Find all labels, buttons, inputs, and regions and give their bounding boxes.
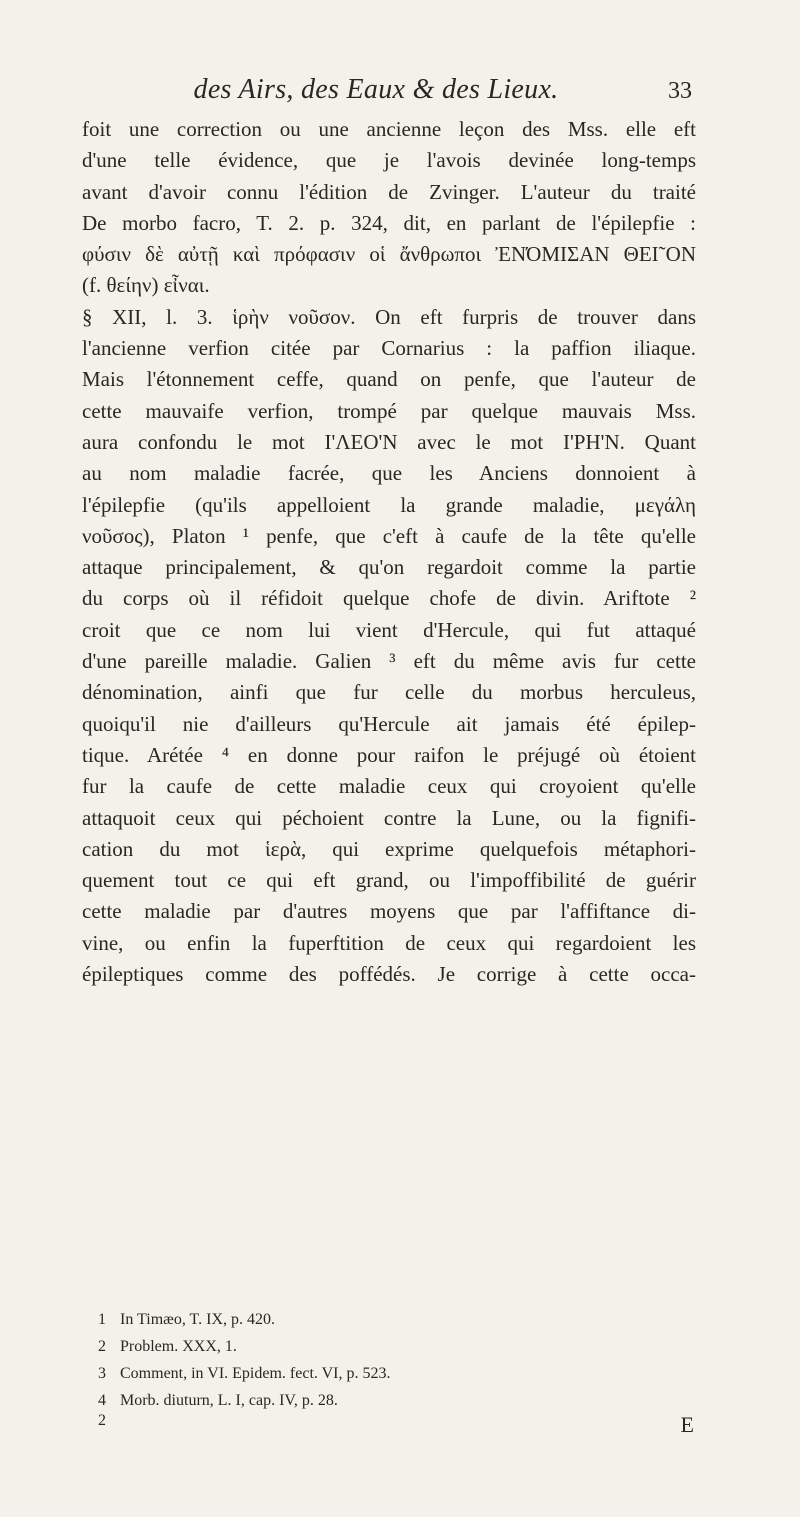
- text-line: attaquoit ceux qui péchoient contre la Lune, ou la fignifi-: [82, 805, 696, 830]
- text-line: du corps où il réfidoit quelque chofe de divin. Ariftote ²: [82, 586, 696, 611]
- text-line: quoiqu'il nie d'ailleurs qu'Hercule ait jamais été épilep-: [82, 711, 696, 736]
- footnote-text: Problem. XXX, 1.: [120, 1338, 237, 1355]
- text-line: croit que ce nom lui vient d'Hercule, qui fut attaqué: [82, 617, 696, 642]
- text-line: De morbo facro, T. 2. p. 324, dit, en parlant de l'épilepfie :: [82, 210, 696, 235]
- page-number: 33: [668, 78, 692, 104]
- text-line: (f. θείην) εἶναι.: [82, 273, 210, 298]
- text-line: l'ancienne verfion citée par Cornarius : la paffion iliaque.: [82, 336, 696, 361]
- text-line: fur la caufe de cette maladie ceux qui croyoient qu'elle: [82, 774, 696, 799]
- signature-line: [98, 1412, 696, 1440]
- footnote-number: 4: [98, 1392, 106, 1409]
- text-line: § XII, l. 3. ἱρὴν νοῦσον. On eft furpris de trouver dans: [82, 304, 696, 329]
- signature-mark-left: 2: [98, 1412, 106, 1429]
- text-line: attaque principalement, & qu'on regardoit comme la partie: [82, 555, 696, 580]
- text-line: dénomination, ainfi que fur celle du morbus herculeus,: [82, 680, 696, 705]
- text-line: au nom maladie facrée, que les Anciens donnoient à: [82, 461, 696, 486]
- footnotes: [98, 1306, 696, 1414]
- text-line: foit une correction ou une ancienne leçon des Mss. elle eft: [82, 117, 696, 141]
- text-line: d'une pareille maladie. Galien ³ eft du même avis fur cette: [82, 649, 696, 674]
- footnote-text: Morb. diuturn, L. I, cap. IV, p. 28.: [120, 1392, 338, 1409]
- text-line: cation du mot ἱερὰ, qui exprime quelquefois métaphori-: [82, 836, 696, 861]
- text-line: aura confondu le mot Ι'ΛΕΟ'Ν avec le mot Ι'ΡΗ'Ν. Quant: [82, 429, 696, 454]
- body-text: [82, 114, 696, 990]
- page-header: [110, 74, 692, 108]
- text-line: quement tout ce qui eft grand, ou l'impoffibilité de guérir: [82, 868, 696, 893]
- footnote-number: 3: [98, 1365, 106, 1382]
- text-line: d'une telle évidence, que je l'avois devinée long-temps: [82, 148, 696, 173]
- footnote-number: 1: [98, 1311, 106, 1328]
- text-line: vine, ou enfin la fuperftition de ceux qui regardoient les: [82, 930, 696, 955]
- footnote: [98, 1306, 696, 1333]
- text-line: φύσιν δὲ αὐτῇ καὶ πρόφασιν οἱ ἄνθρωποι ἘΝΌΜΙΣΑΝ ΘΕΙ῀ΟΝ: [82, 242, 696, 267]
- text-line: épileptiques comme des poffédés. Je corrige à cette occa-: [82, 962, 696, 987]
- text-line: Mais l'étonnement ceffe, quand on penfe, que l'auteur de: [82, 367, 696, 392]
- footnote-text: Comment, in VI. Epidem. fect. VI, p. 523.: [120, 1365, 391, 1382]
- footnote: [98, 1333, 696, 1360]
- footnote: [98, 1360, 696, 1387]
- footnote-number: 2: [98, 1338, 106, 1355]
- text-line: cette maladie par d'autres moyens que par l'affiftance di-: [82, 899, 696, 924]
- text-line: tique. Arétée ⁴ en donne pour raifon le préjugé où étoient: [82, 742, 696, 767]
- text-line: cette mauvaife verfion, trompé par quelque mauvais Mss.: [82, 398, 696, 423]
- running-title: des Airs, des Eaux & des Lieux.: [193, 74, 559, 105]
- footnote: [98, 1387, 696, 1414]
- footnote-text: In Timæo, T. IX, p. 420.: [120, 1311, 275, 1328]
- text-line: νοῦσος), Platon ¹ penfe, que c'eft à caufe de la tête qu'elle: [82, 523, 696, 548]
- signature-mark-right: E: [680, 1412, 694, 1437]
- text-line: l'épilepfie (qu'ils appelloient la grande maladie, μεγάλη: [82, 492, 696, 517]
- text-line: avant d'avoir connu l'édition de Zvinger. L'auteur du traité: [82, 179, 696, 204]
